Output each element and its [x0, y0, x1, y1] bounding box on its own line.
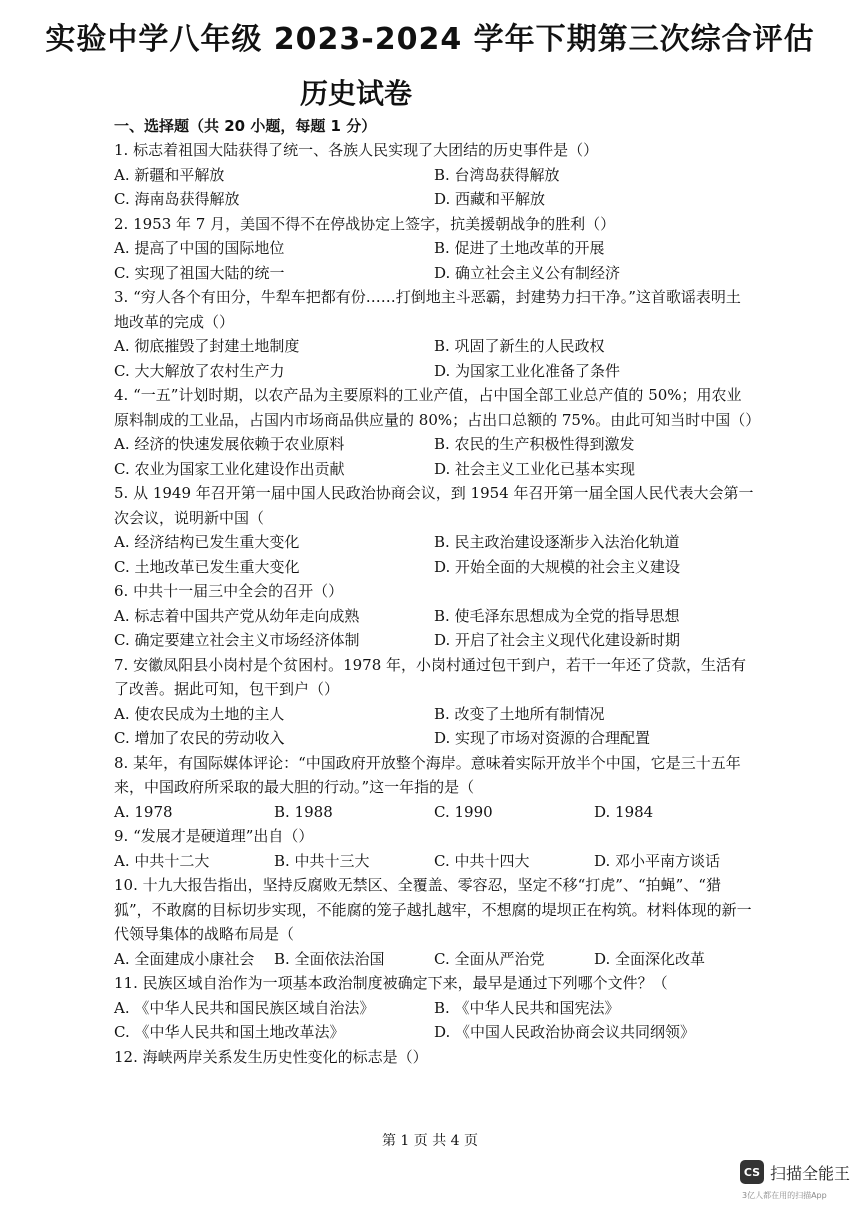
question-1	[114, 138, 754, 212]
option-c: C. 大大解放了农村生产力	[114, 361, 285, 380]
option-a: A. 使农民成为土地的主人	[114, 704, 285, 723]
scanner-app-name: 扫描全能王	[770, 1163, 851, 1183]
option-b: B. 中共十三大	[274, 851, 370, 870]
option-group	[114, 334, 754, 383]
question-stem: 4. “一五”计划时期，以农产品为主要原料的工业产值，占中国全部工业总产值的 50%；用农业原料制成的工业品，占国内市场商品供应量的 80%；占出口总额的 75%。由此可知当时中国（）	[114, 386, 761, 429]
option-c: C. 海南岛获得解放	[114, 190, 240, 208]
option-a: A. 全面建成小康社会	[114, 949, 255, 968]
option-a: A. 《中华人民共和国民族区域自治法》	[114, 998, 375, 1017]
option-d: D. 实现了市场对资源的合理配置	[434, 729, 651, 747]
question-stem: 3. “穷人各个有田分，牛犁车把都有份……打倒地主斗恶霸，封建势力扫干净。”这首歌谣表明土地改革的完成（）	[114, 288, 741, 331]
camscanner-icon: CS	[740, 1160, 764, 1184]
section-heading: 一、选择题（共 20 小题，每题 1 分）	[114, 117, 377, 135]
option-b: B. 民主政治建设逐渐步入法治化轨道	[434, 533, 680, 551]
question-2	[114, 212, 754, 286]
question-9	[114, 824, 754, 873]
question-7	[114, 653, 754, 751]
option-group	[114, 800, 754, 825]
option-d: D. 社会主义工业化已基本实现	[434, 459, 636, 478]
question-10	[114, 873, 754, 971]
option-group	[114, 236, 754, 285]
option-group	[114, 947, 754, 972]
question-list	[114, 138, 761, 1069]
option-d: D. 开始全面的大规模的社会主义建设	[434, 557, 681, 576]
question-6	[114, 579, 754, 653]
option-c: C. 农业为国家工业化建设作出贡献	[114, 459, 345, 478]
question-stem: 11. 民族区域自治作为一项基本政治制度被确定下来，最早是通过下列哪个文件？（	[114, 974, 668, 992]
scanner-badge	[740, 1160, 850, 1184]
option-b: B. 使毛泽东思想成为全党的指导思想	[434, 606, 680, 625]
question-stem: 7. 安徽凤阳县小岗村是个贫困村。1978 年，小岗村通过包干到户，若干一年还了贷款，生活有了改善。据此可知，包干到户（）	[114, 655, 747, 698]
exam-title: 实验中学八年级 2023-2024 学年下期第三次综合评估	[45, 22, 815, 57]
option-group	[114, 849, 754, 874]
option-group	[114, 530, 754, 579]
option-c: C. 中共十四大	[434, 851, 530, 870]
question-stem: 2. 1953 年 7 月，美国不得不在停战协定上签字，抗美援朝战争的胜利（）	[114, 214, 616, 233]
option-group	[114, 996, 754, 1045]
option-group	[114, 432, 754, 481]
option-d: D. 西藏和平解放	[434, 190, 546, 208]
question-stem: 1. 标志着祖国大陆获得了统一、各族人民实现了大团结的历史事件是（）	[114, 141, 599, 159]
page-footer: 第 1 页 共 4 页	[381, 1133, 479, 1149]
option-c: C. 确定要建立社会主义市场经济体制	[114, 631, 360, 649]
option-a: A. 提高了中国的国际地位	[114, 239, 285, 257]
option-c: C. 增加了农民的劳动收入	[114, 729, 285, 747]
option-a: A. 标志着中国共产党从幼年走向成熟	[114, 606, 360, 625]
option-d: D. 1984	[594, 802, 654, 821]
question-stem: 5. 从 1949 年召开第一届中国人民政治协商会议，到 1954 年召开第一届全国人民代表大会第一次会议，说明新中国（	[114, 484, 754, 527]
option-b: B. 1988	[274, 802, 333, 821]
option-b: B. 农民的生产积极性得到激发	[434, 435, 635, 453]
scanner-tagline: 3亿人都在用的扫描App	[742, 1191, 827, 1200]
question-5	[114, 481, 754, 579]
question-8	[114, 751, 754, 825]
option-c: C. 全面从严治党	[434, 949, 545, 968]
option-group	[114, 604, 754, 653]
option-d: D. 确立社会主义公有制经济	[434, 263, 621, 282]
question-stem: 9. “发展才是硬道理”出自（）	[114, 827, 314, 845]
option-group	[114, 702, 754, 751]
option-c: C. 实现了祖国大陆的统一	[114, 263, 285, 282]
option-a: A. 1978	[114, 802, 173, 821]
option-d: D. 全面深化改革	[594, 949, 706, 968]
question-3	[114, 285, 754, 383]
option-d: D. 开启了社会主义现代化建设新时期	[434, 631, 681, 649]
option-d: D. 邓小平南方谈话	[594, 851, 721, 870]
option-a: A. 中共十二大	[114, 851, 210, 870]
option-b: B. 《中华人民共和国宪法》	[434, 998, 620, 1017]
option-d: D. 《中国人民政治协商会议共同纲领》	[434, 1023, 696, 1041]
exam-subtitle: 历史试卷	[300, 77, 413, 110]
option-c: C. 1990	[434, 802, 493, 821]
option-group	[114, 163, 754, 212]
option-a: A. 彻底摧毁了封建土地制度	[114, 337, 300, 355]
option-d: D. 为国家工业化准备了条件	[434, 361, 621, 380]
option-a: A. 经济结构已发生重大变化	[114, 533, 300, 551]
question-stem: 8. 某年，有国际媒体评论：“中国政府开放整个海岸。意味着实际开放半个中国，它是三十五年来，中国政府所采取的最大胆的行动。”这一年指的是（	[114, 753, 741, 796]
option-b: B. 全面依法治国	[274, 949, 385, 968]
option-b: B. 改变了土地所有制情况	[434, 704, 605, 723]
question-11	[114, 971, 754, 1045]
option-c: C. 《中华人民共和国土地改革法》	[114, 1023, 345, 1041]
option-a: A. 新疆和平解放	[114, 165, 225, 184]
question-stem: 12. 海峡两岸关系发生历史性变化的标志是（）	[114, 1047, 428, 1066]
option-b: B. 台湾岛获得解放	[434, 165, 560, 184]
question-12	[114, 1045, 754, 1070]
option-a: A. 经济的快速发展依赖于农业原料	[114, 435, 345, 453]
question-stem: 6. 中共十一届三中全会的召开（）	[114, 582, 344, 600]
option-c: C. 土地改革已发生重大变化	[114, 557, 300, 576]
option-b: B. 巩固了新生的人民政权	[434, 337, 605, 355]
option-b: B. 促进了土地改革的开展	[434, 239, 605, 257]
question-4	[114, 383, 761, 481]
question-stem: 10. 十九大报告指出，坚持反腐败无禁区、全覆盖、零容忍，坚定不移“打虎”、“拍蝇”、“猎狐”，不敢腐的目标切步实现，不能腐的笼子越扎越牢，不想腐的堤坝正在构筑。材料体现的新一代领导集体的战略布局是（	[114, 876, 752, 943]
